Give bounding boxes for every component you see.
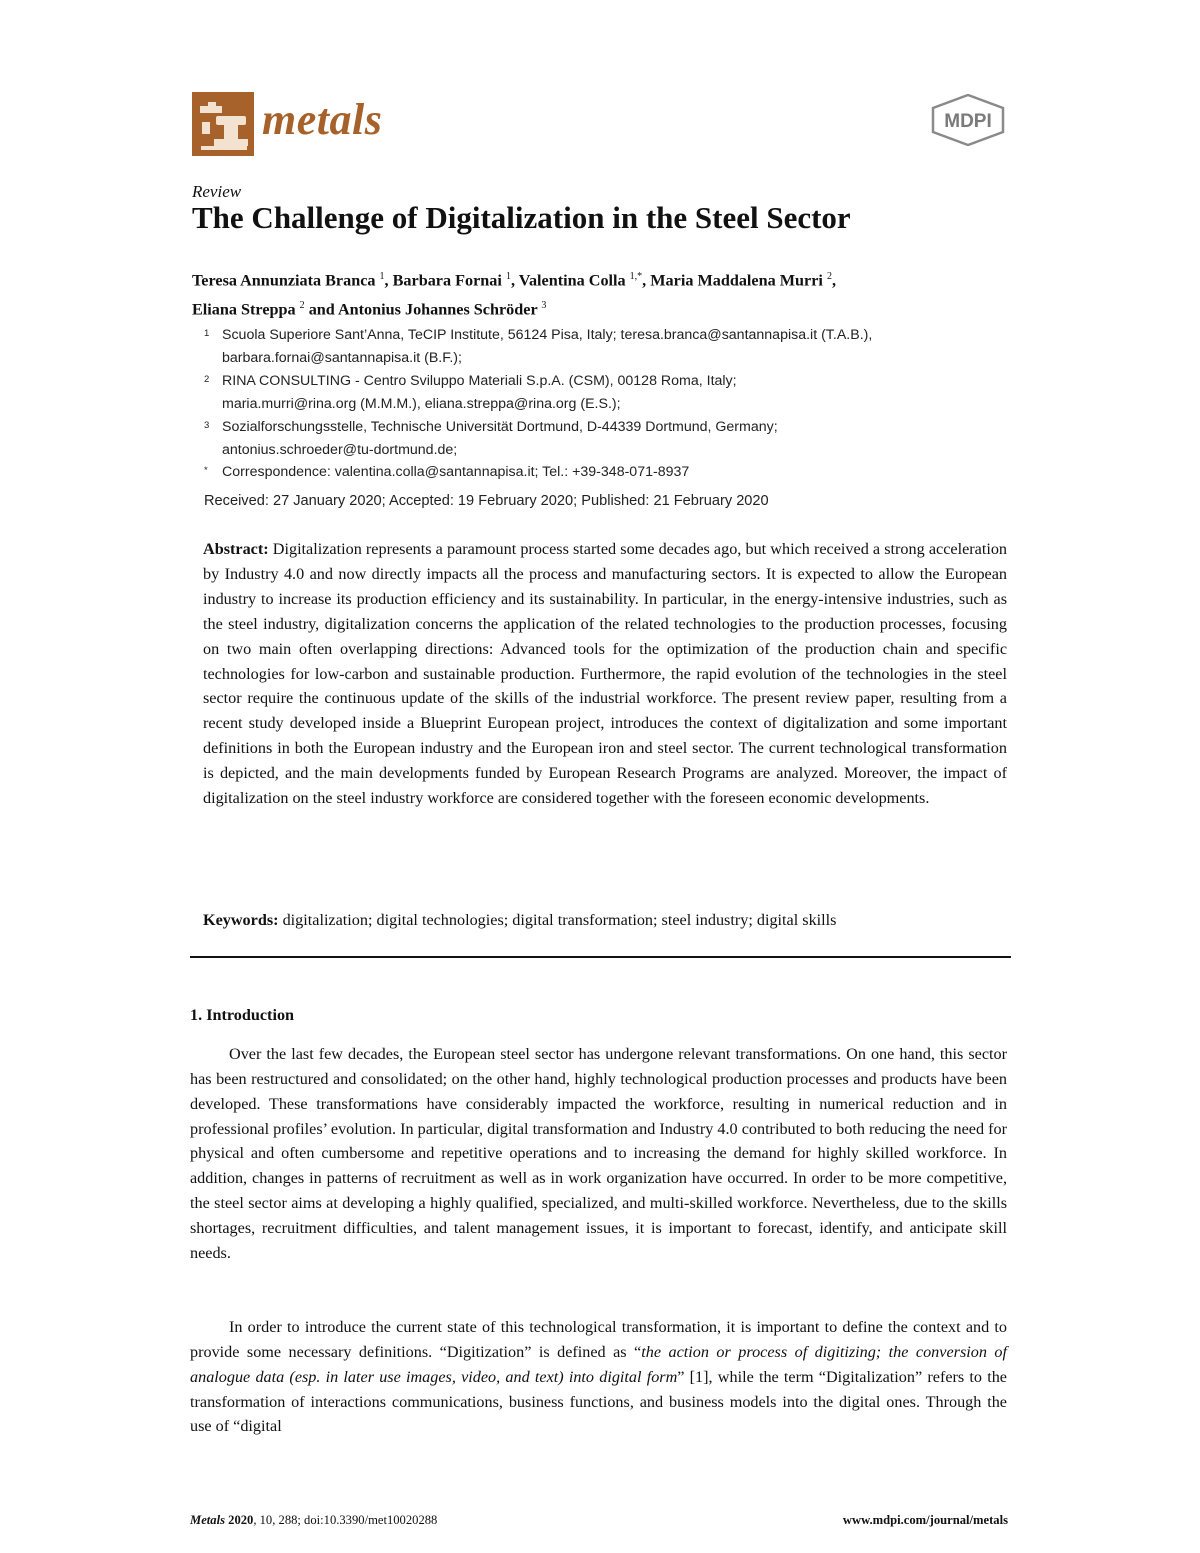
author-name: Teresa Annunziata Branca [192,271,380,290]
abstract-text: Digitalization represents a paramount process started some decades ago, but which received a strong acceleration by Industry 4.0 and now directly impacts all the process and manufacturing sectors. It is expected to allow the European industry to increase its production efficiency and its sustainability. In particular, in the energy-intensive industries, such as the steel industry, digitalization concerns the application of the related technologies to the production processes, focusing on two main often overlapping directions: Advanced tools for the optimization of the production chain and specific technologies for low-carbon and sustainable production. Furthermore, the rapid evolution of the technologies in the steel sector require the continuous update of the skills of the industrial workforce. The present review paper, resulting from a recent study developed inside a Blueprint European project, introduces the context of digitalization and some important definitions in both the European industry and the European iron and steel sector. The current technological transformation is depicted, and the main developments funded by European Research Programs are analyzed. Moreover, the impact of digitalization on the steel industry workforce are considered together with the foreseen economic developments. [203,540,1008,808]
publisher-logo-icon [930,94,1006,146]
affiliation-marker: 1 [204,328,210,339]
affiliation-3 [222,416,1022,462]
footer-year: 2020 [228,1513,254,1527]
affiliation-marker: 3 [204,420,210,431]
affiliation-ref: 2 [826,271,832,282]
affiliation-ref: 1 [379,271,385,282]
keywords [203,908,1007,932]
author-separator: , [831,271,836,290]
affiliation-line: Scuola Superiore Sant’Anna, TeCIP Institute, 56124 Pisa, Italy; teresa.branca@santannapisa.it (T.A.B.), [222,327,873,343]
affiliation-line: maria.murri@rina.org (M.M.M.), eliana.streppa@rina.org (E.S.); [222,396,621,412]
correspondence-marker: * [204,465,208,476]
publisher-name: MDPI [944,111,992,132]
affiliation-marker: 2 [204,374,210,385]
abstract [203,537,1007,811]
correspondence [222,461,1022,484]
body-paragraph: Over the last few decades, the European steel sector has undergone relevant transformations. On one hand, this sector has been restructured and consolidated; on the other hand, highly technological production processes and products have been developed. These transformations have considerably impacted the workforce, resulting in numerical reduction and in professional profiles’ evolution. In particular, digital transformation and Industry 4.0 contributed to both reducing the need for physical and often cumbersome and repetitive operations and to increasing the demand for highly skilled workforce. In addition, changes in patterns of recruitment as well as in work organization have occurred. In order to be more competitive, the steel sector aims at developing a highly qualified, specialized, and multi-skilled workforce. Nevertheless, due to the skills shortages, recruitment difficulties, and talent management issues, it is important to forecast, identify, and anticipate skill needs. [190,1045,1007,1262]
author-line-1 [192,264,1012,293]
author-name: , Valentina Colla [510,271,630,290]
affiliation-ref: 1,* [629,271,643,282]
keywords-text: digitalization; digital technologies; digital transformation; steel industry; digital skills [282,911,837,929]
author-list [192,264,1012,323]
affiliation-ref: 2 [299,300,305,312]
journal-url-link[interactable]: www.mdpi.com/journal/metals [842,1513,1008,1527]
correspondence-line: Correspondence: valentina.colla@santannapisa.it; Tel.: +39-348-071-8937 [222,464,690,480]
journal-name: metals [262,95,383,144]
article-title: The Challenge of Digitalization in the Steel Sector [192,200,851,235]
body-paragraph [190,1315,1007,1439]
author-name: and Antonius Johannes Schröder [304,300,542,319]
author-name: Eliana Streppa [192,300,300,319]
affiliation-ref: 1 [505,271,511,282]
footer-doi: , 10, 288; doi:10.3390/met10020288 [253,1513,438,1527]
abstract-label: Abstract: [203,540,269,558]
affiliation-line: RINA CONSULTING - Centro Sviluppo Materiali S.p.A. (CSM), 00128 Roma, Italy; [222,373,737,389]
quoted-definition: the action or process of digitizing; the conversion of analogue data (esp. in later use images, video, and text) into digital form [190,1342,1007,1386]
footer-journal: Metals [190,1513,225,1527]
section-divider [190,956,1011,958]
affiliation-2 [222,370,1022,416]
paragraph-text: ” [1], while the term “Digitalization” refers to the transformation of interactions communications, business functions, and business models into the digital ones. Through the use of “digital [190,1367,1007,1436]
footer-citation [190,1513,437,1528]
author-name: , Barbara Fornai [384,271,506,290]
article-type: Review [192,182,242,201]
keywords-label: Keywords: [203,911,279,929]
section-heading: 1. Introduction [190,1006,295,1024]
author-line-2 [192,293,1012,322]
affiliation-line: barbara.fornai@santannapisa.it (B.F.); [222,350,462,366]
affiliation-line: Sozialforschungsstelle, Technische Universität Dortmund, D-44339 Dortmund, Germany; [222,419,778,435]
affiliation-1 [222,324,1022,370]
publication-dates: Received: 27 January 2020; Accepted: 19 February 2020; Published: 21 February 2020 [204,493,769,509]
affiliation-ref: 3 [541,300,547,312]
affiliation-line: antonius.schroeder@tu-dortmund.de; [222,442,458,458]
author-name: , Maria Maddalena Murri [642,271,827,290]
journal-logo-icon [192,92,254,156]
paragraph-text: In order to introduce the current state of this technological transformation, it is important to define the context and to provide some necessary definitions. “Digitization” is defined as “ [190,1318,1007,1361]
